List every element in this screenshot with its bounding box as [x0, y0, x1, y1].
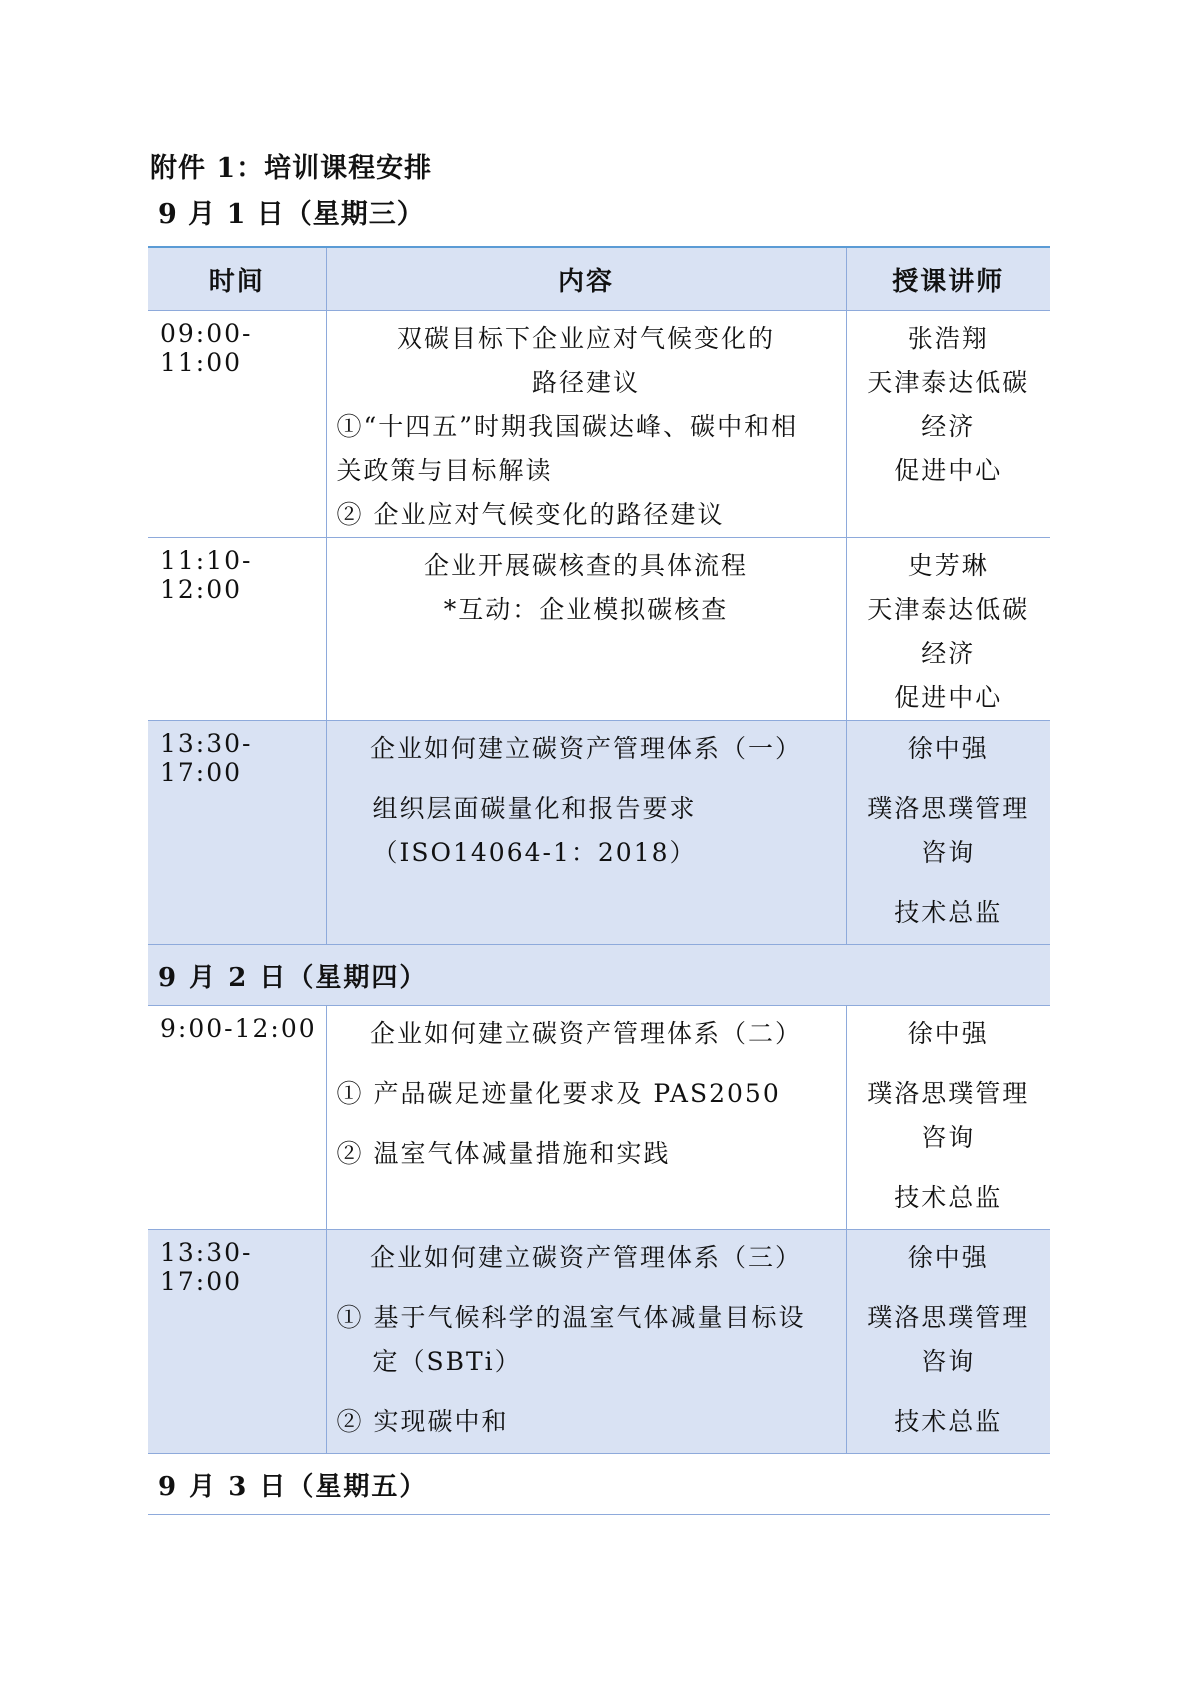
lecturer-org: 天津泰达低碳 — [867, 368, 1030, 397]
table-row — [148, 1006, 1050, 1230]
lecturer-org: 璞洛思璞管理 — [867, 1079, 1030, 1108]
table-row — [148, 538, 1050, 721]
session-item: ② 温室气体减量措施和实践 — [336, 1139, 671, 1168]
session-item: ①“十四五”时期我国碳达峰、碳中和相 — [336, 412, 799, 441]
schedule-table — [148, 246, 1050, 1515]
header-lecturer: 授课讲师 — [846, 247, 1050, 311]
lecturer-org: 咨询 — [921, 1347, 976, 1376]
day3-title: 9 月 3 日（星期五） — [148, 1454, 1050, 1515]
session-title: 双碳目标下企业应对气候变化的 — [396, 324, 775, 353]
session-content — [326, 1230, 846, 1454]
lecturer-org: 促进中心 — [894, 683, 1003, 712]
session-title: 企业如何建立碳资产管理体系（一） — [369, 734, 802, 763]
session-content — [326, 538, 846, 721]
lecturer-title: 技术总监 — [894, 1183, 1003, 1212]
lecturer-name: 张浩翔 — [907, 324, 989, 353]
table-row — [148, 311, 1050, 538]
lecturer-org: 经济 — [921, 639, 976, 668]
session-lecturer — [846, 1006, 1050, 1230]
table-row — [148, 1230, 1050, 1454]
session-item-cont: （ISO14064-1：2018） — [372, 838, 697, 867]
session-item-cont: 定（SBTi） — [372, 1347, 522, 1376]
session-time: 09:00-11:00 — [148, 311, 326, 538]
session-item: ① 基于气候科学的温室气体减量目标设 — [336, 1303, 806, 1332]
session-time: 11:10-12:00 — [148, 538, 326, 721]
session-content — [326, 721, 846, 945]
session-time: 13:30-17:00 — [148, 721, 326, 945]
table-header-row — [148, 247, 1050, 311]
day1-title: 9 月 1 日（星期三） — [158, 199, 425, 230]
lecturer-name: 史芳琳 — [907, 551, 989, 580]
lecturer-name: 徐中强 — [907, 1019, 989, 1048]
session-title: 企业如何建立碳资产管理体系（三） — [369, 1243, 802, 1272]
header-time: 时间 — [148, 247, 326, 311]
session-lecturer — [846, 1230, 1050, 1454]
lecturer-org: 璞洛思璞管理 — [867, 1303, 1030, 1332]
lecturer-name: 徐中强 — [907, 734, 989, 763]
session-note: *互动：企业模拟碳核查 — [443, 595, 729, 624]
lecturer-org: 璞洛思璞管理 — [867, 794, 1030, 823]
lecturer-org: 天津泰达低碳 — [867, 595, 1030, 624]
session-item: ② 企业应对气候变化的路径建议 — [336, 500, 725, 529]
session-title: 企业开展碳核查的具体流程 — [423, 551, 748, 580]
lecturer-title: 技术总监 — [894, 898, 1003, 927]
header-content: 内容 — [326, 247, 846, 311]
session-content — [326, 311, 846, 538]
session-title: 企业如何建立碳资产管理体系（二） — [369, 1019, 802, 1048]
session-item: ② 实现碳中和 — [336, 1407, 509, 1436]
lecturer-org: 咨询 — [921, 1123, 976, 1152]
lecturer-org: 经济 — [921, 412, 976, 441]
session-lecturer — [846, 538, 1050, 721]
session-title-cont: 路径建议 — [531, 368, 640, 397]
day-row — [148, 1454, 1050, 1515]
session-item-cont: 关政策与目标解读 — [336, 456, 553, 485]
lecturer-title: 技术总监 — [894, 1407, 1003, 1436]
lecturer-org: 促进中心 — [894, 456, 1003, 485]
session-item: 组织层面碳量化和报告要求 — [372, 794, 697, 823]
session-time: 13:30-17:00 — [148, 1230, 326, 1454]
lecturer-name: 徐中强 — [907, 1243, 989, 1272]
day-row — [148, 945, 1050, 1006]
session-lecturer — [846, 311, 1050, 538]
attachment-title: 附件 1：培训课程安排 — [150, 153, 433, 184]
session-content — [326, 1006, 846, 1230]
lecturer-org: 咨询 — [921, 838, 976, 867]
day2-title: 9 月 2 日（星期四） — [148, 945, 1050, 1006]
session-time: 9:00-12:00 — [148, 1006, 326, 1230]
session-item: ① 产品碳足迹量化要求及 PAS2050 — [336, 1079, 781, 1108]
session-lecturer — [846, 721, 1050, 945]
table-row — [148, 721, 1050, 945]
